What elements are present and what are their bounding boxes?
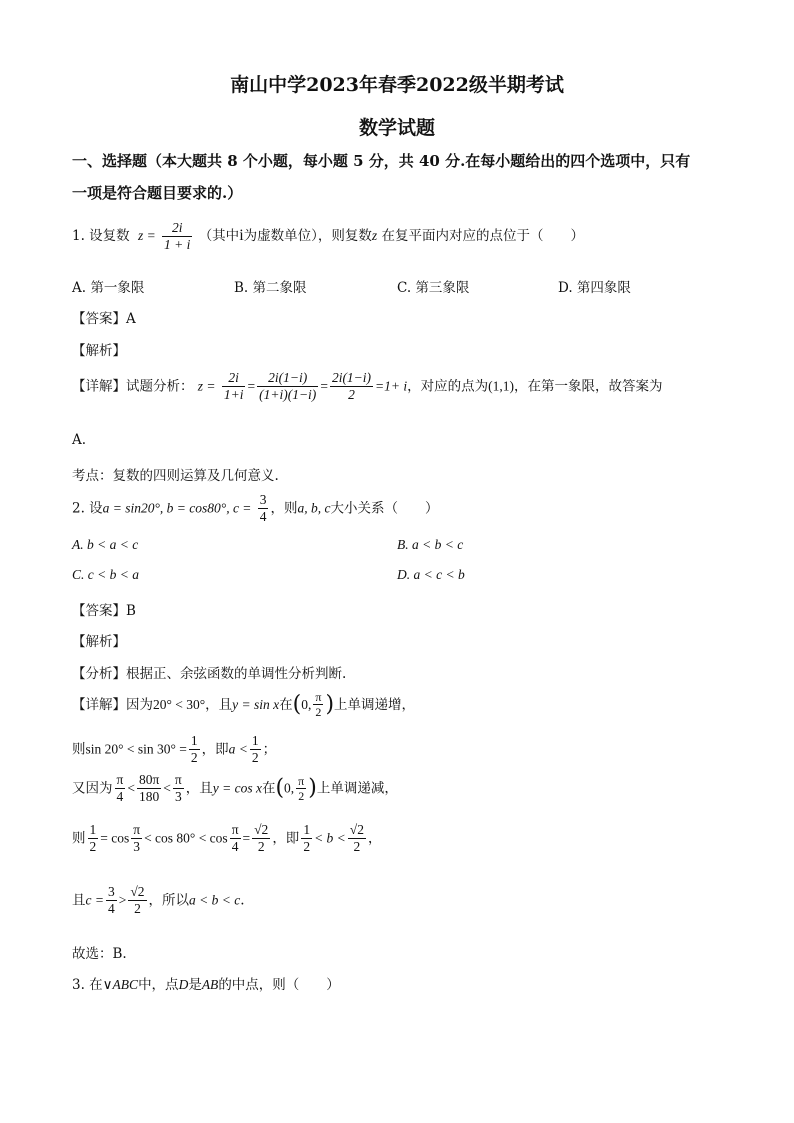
- q2-d2-mid: ，即: [201, 741, 229, 758]
- q2-detail-line1: 【详解】因为20° < 30°，且y = sin x在(0, $\frac{\pi}{2}$ )上单调递增，: [72, 690, 416, 720]
- q1-detail-cont: A.: [72, 432, 87, 448]
- q2-d3-f4d: 2: [298, 789, 305, 804]
- exam-subtitle: 数学试题: [358, 117, 435, 139]
- q2-detail-line3: 又因为 $\frac{\pi}{4}$ < $\frac{80\pi}{180}$ < $\frac{\pi}{3}$ ，且y = cos x在(0, $\frac{\pi}{2}$ )上单调递减，: [72, 772, 398, 805]
- q2-d4-f3n: π: [230, 822, 241, 839]
- q2-d1-func: y = sin x: [232, 696, 280, 712]
- q1-detail-frac1-den: 1+i: [223, 387, 244, 403]
- q1-detail-text: ，对应的点为: [407, 378, 489, 395]
- q2-vars: a, b, c: [297, 500, 331, 516]
- q2-final: 故选：B.: [72, 946, 127, 962]
- q2-d5-f1n: 3: [106, 884, 117, 901]
- q2-d3-frac3: [173, 772, 184, 805]
- q1-option-a: A. 第一象限: [72, 280, 145, 296]
- q1-text-c: 在复平面内对应的点位于（ ）: [381, 228, 584, 245]
- q1-i-char: i: [239, 227, 244, 245]
- question-1: [72, 220, 584, 253]
- q2-d2-a: a <: [228, 741, 248, 757]
- q1-detail-frac3-den: 2: [348, 387, 355, 403]
- q2-detail-line2: [72, 733, 276, 766]
- q2-d3-end: 上单调递减，: [316, 780, 398, 797]
- q2-d4-f5n: 1: [301, 822, 312, 839]
- q2-d4-frac1: [88, 822, 99, 855]
- q2-d4-frac5: [301, 822, 312, 855]
- q2-option-d: D. a < c < b: [397, 567, 465, 582]
- q2-d3-lt2: <: [163, 780, 171, 796]
- q2-d2-math: sin 20° < sin 30° =: [85, 741, 187, 757]
- section-heading-line1: 一、选择题（本大题共 8 个小题，每小题 5 分，共 40 分.在每小题给出的四个选项中，只有: [72, 152, 691, 170]
- q2-d3-frac1: [115, 772, 126, 805]
- q1-fraction: [162, 220, 192, 253]
- q2-d5-gt: >: [118, 892, 127, 908]
- q2-d5-c: c =: [85, 892, 104, 908]
- q2-text: ，则: [270, 500, 298, 517]
- q2-d4-f3d: 4: [231, 839, 239, 855]
- q2-d4-f4d: 2: [257, 839, 265, 855]
- q2-d1-frac: [313, 690, 323, 720]
- q3-point-d: D: [178, 977, 189, 992]
- q1-z-eq: z =: [137, 228, 156, 244]
- q1-frac-num: 2i: [162, 220, 192, 237]
- q2-d5-f2n: √2: [128, 884, 146, 901]
- q1-option-d: D. 第四象限: [558, 280, 631, 296]
- q2-d3-f4n: π: [298, 773, 305, 788]
- q2-d1-math: 20° < 30°: [153, 696, 206, 712]
- q2-detail-line5: [72, 884, 245, 917]
- q2-d4-mid: ，即: [272, 830, 300, 847]
- q1-detail-frac1: [222, 370, 246, 403]
- q2-d5-dot: .: [240, 892, 245, 909]
- section-heading-line2: 一项是符合题目要求的.）: [72, 184, 243, 202]
- q2-d4-f2d: 3: [133, 839, 141, 855]
- q1-text-a: （其中: [198, 228, 240, 245]
- q1-frac-den: 1 + i: [164, 237, 191, 253]
- q2-d4-frac3: [230, 822, 241, 855]
- q2-d3-f1n: π: [115, 772, 126, 789]
- q2-d3-text: ，且: [185, 780, 213, 797]
- q2-d2-frac-num: 1: [189, 733, 200, 750]
- q3-text: 中，点: [138, 977, 179, 993]
- q2-answer: 【答案】B: [72, 603, 136, 619]
- question-3: [72, 973, 340, 993]
- q1-kaodian: 考点：复数的四则运算及几何意义.: [72, 468, 279, 484]
- q2-d3-func: y = cos x: [212, 780, 262, 796]
- q2-d2-frac2-num: 1: [250, 733, 261, 750]
- q2-d4-f1d: 2: [89, 839, 97, 855]
- q1-detail-z: z =: [197, 378, 216, 394]
- q2-d1-int: 0,: [301, 696, 312, 712]
- q2-d4-f1n: 1: [88, 822, 99, 839]
- q2-c-frac-den: 4: [259, 509, 267, 525]
- q2-d2-frac2-den: 2: [251, 750, 259, 766]
- q2-d5-text: ，所以: [148, 892, 190, 909]
- q1-option-c: C. 第三象限: [397, 280, 470, 296]
- q2-d4-eq: = cos: [100, 830, 130, 846]
- q2-d3-in: 在: [261, 780, 276, 797]
- q1-option-b: B. 第二象限: [234, 280, 307, 296]
- q2-d4-then: 则: [72, 830, 86, 847]
- q2-d2-then: 则: [72, 741, 86, 758]
- q3-text2: 是: [188, 977, 202, 993]
- q1-detail: 【详解】试题分析： z = $\frac{2i}{1+i}$ = $\frac{2i(1-i)}{(1+i)(1-i)}$ = $\frac{2i(1-i)}{2}$ =1+ i，对应的点为(1,1)，在第一象限，故答案为: [72, 370, 663, 403]
- q2-d3-frac4: [296, 774, 306, 804]
- q2-option-b: B. a < b < c: [397, 537, 464, 552]
- q2-cond: a = sin20°, b = cos80°, c =: [102, 500, 252, 516]
- q2-d4-b: < b <: [314, 830, 346, 846]
- q2-text2: 大小关系（ ）: [330, 500, 439, 517]
- q2-d4-f5d: 2: [303, 839, 311, 855]
- q2-d3-frac2: [137, 772, 161, 805]
- q2-d5-f2d: 2: [134, 901, 141, 917]
- q2-number: 2. 设: [72, 500, 103, 517]
- q2-d3-f3n: π: [173, 772, 184, 789]
- q2-d3-f1d: 4: [116, 789, 124, 805]
- q2-c-frac-num: 3: [258, 492, 269, 509]
- q1-detail-frac2-den: (1+i)(1−i): [259, 387, 317, 403]
- q2-d4-lt: < cos 80° < cos: [144, 830, 228, 846]
- q2-d4-frac6: [348, 822, 366, 855]
- q2-d1-frac-den: 2: [315, 705, 322, 720]
- q2-c-frac: [258, 492, 269, 525]
- q3-triangle: ∨ABC: [102, 977, 139, 992]
- q2-d4-f2n: π: [131, 822, 142, 839]
- q2-d4-f4n: √2: [252, 822, 270, 839]
- q2-d3-f2d: 180: [138, 789, 160, 805]
- q2-d1-label: 【详解】因为: [72, 696, 153, 713]
- q1-detail-frac1-num: 2i: [222, 370, 246, 387]
- q2-detail-line4: [72, 822, 381, 855]
- q2-fenxi: 【分析】根据正、余弦函数的单调性分析判断.: [72, 666, 347, 682]
- q2-d1-end: 上单调递增，: [334, 696, 416, 713]
- q2-d5-f1d: 4: [107, 901, 115, 917]
- q1-answer: 【答案】A: [72, 311, 136, 327]
- q2-d5-res: a < b < c: [189, 892, 241, 908]
- q2-d4-f6n: √2: [348, 822, 366, 839]
- q1-analysis: 【解析】: [72, 343, 126, 359]
- q2-d2-frac: [189, 733, 200, 766]
- q2-d3-f3d: 3: [174, 789, 182, 805]
- q2-d3-f2n: 80π: [137, 772, 161, 789]
- q2-d4-eq2: =: [242, 830, 251, 846]
- q2-d3-label: 又因为: [72, 780, 113, 797]
- q2-d5-and: 且: [72, 892, 86, 909]
- q2-option-a: A. b < a < c: [72, 537, 139, 552]
- q2-d5-frac1: [106, 884, 117, 917]
- q1-text-b: 为虚数单位），则复数: [243, 228, 372, 245]
- q2-d2-frac2: [250, 733, 261, 766]
- q1-detail-text2: ，在第一象限，故答案为: [514, 378, 663, 395]
- question-2: [72, 492, 438, 525]
- q2-analysis: 【解析】: [72, 634, 126, 650]
- q1-detail-frac3: [330, 370, 373, 403]
- q2-option-c: C. c < b < a: [72, 567, 139, 582]
- q2-d1-frac-num: π: [315, 690, 322, 704]
- q2-d4-frac2: [131, 822, 142, 855]
- q2-d3-int: 0,: [284, 780, 295, 796]
- q1-z-char: z: [371, 228, 378, 244]
- q3-text3: 的中点，则（ ）: [218, 977, 340, 993]
- q1-detail-label: 【详解】试题分析：: [72, 378, 194, 395]
- q2-d2-end: ；: [262, 741, 277, 758]
- q2-d3-lt1: <: [127, 780, 135, 796]
- q1-detail-point: (1,1): [488, 378, 515, 394]
- q1-detail-frac2: [257, 370, 318, 403]
- q1-detail-result: =1+ i: [375, 378, 408, 394]
- q2-d4-end: ，: [367, 830, 382, 847]
- q2-d4-f6d: 2: [353, 839, 361, 855]
- q2-d2-frac-den: 2: [190, 750, 198, 766]
- q2-d5-frac2: [128, 884, 146, 917]
- q3-number: 3. 在: [72, 977, 103, 993]
- q1-number: 1. 设复数: [72, 228, 130, 245]
- q3-segment-ab: AB: [201, 977, 219, 992]
- q2-d4-frac4: [252, 822, 270, 855]
- q2-d1-in: 在: [279, 696, 293, 713]
- q1-detail-frac3-num: 2i(1−i): [330, 370, 373, 387]
- q1-detail-frac2-num: 2i(1−i): [257, 370, 318, 387]
- q2-d1-text: ，且: [205, 696, 233, 713]
- exam-title: 南山中学2023年春季2022级半期考试: [230, 74, 564, 96]
